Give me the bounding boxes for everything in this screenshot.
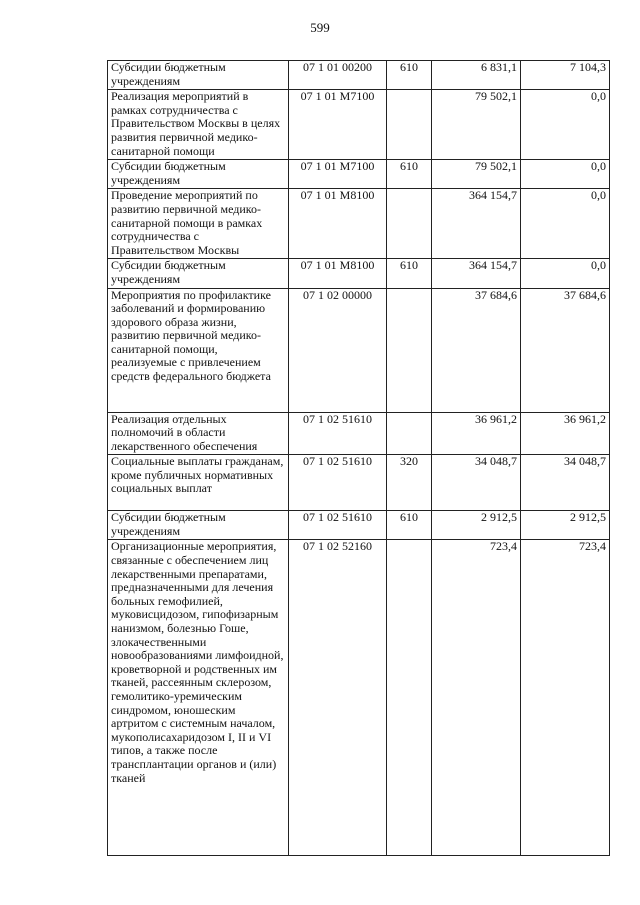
table-row bbox=[108, 90, 610, 160]
row-value-2: 0,0 bbox=[521, 259, 610, 288]
table-row bbox=[108, 455, 610, 511]
row-value-1: 364 154,7 bbox=[432, 259, 521, 288]
row-value-1: 6 831,1 bbox=[432, 61, 521, 90]
row-value-1: 79 502,1 bbox=[432, 160, 521, 189]
row-name: Реализация мероприятий в рамках сотрудничества с Правительством Москвы в целях развития первичной медико-санитарной помощи bbox=[108, 90, 289, 160]
row-expense-type bbox=[387, 90, 432, 160]
row-name: Субсидии бюджетным учреждениям bbox=[108, 259, 289, 288]
row-value-1: 37 684,6 bbox=[432, 288, 521, 412]
table-row bbox=[108, 412, 610, 455]
row-code: 07 1 01 M8100 bbox=[289, 259, 387, 288]
row-value-1: 364 154,7 bbox=[432, 189, 521, 259]
row-expense-type bbox=[387, 412, 432, 455]
row-value-2: 36 961,2 bbox=[521, 412, 610, 455]
row-code: 07 1 02 51610 bbox=[289, 511, 387, 540]
table-row bbox=[108, 540, 610, 856]
row-expense-type bbox=[387, 540, 432, 856]
table-row bbox=[108, 511, 610, 540]
row-value-2: 37 684,6 bbox=[521, 288, 610, 412]
row-value-2: 34 048,7 bbox=[521, 455, 610, 511]
row-name: Социальные выплаты гражданам, кроме публичных нормативных социальных выплат bbox=[108, 455, 289, 511]
row-code: 07 1 01 M8100 bbox=[289, 189, 387, 259]
row-value-2: 0,0 bbox=[521, 90, 610, 160]
row-expense-type bbox=[387, 189, 432, 259]
table-row bbox=[108, 189, 610, 259]
row-code: 07 1 02 51610 bbox=[289, 412, 387, 455]
row-expense-type: 610 bbox=[387, 61, 432, 90]
table-row bbox=[108, 288, 610, 412]
row-value-2: 7 104,3 bbox=[521, 61, 610, 90]
row-name: Субсидии бюджетным учреждениям bbox=[108, 160, 289, 189]
row-value-1: 36 961,2 bbox=[432, 412, 521, 455]
row-value-2: 0,0 bbox=[521, 160, 610, 189]
row-value-2: 0,0 bbox=[521, 189, 610, 259]
table-row bbox=[108, 160, 610, 189]
row-name: Субсидии бюджетным учреждениям bbox=[108, 61, 289, 90]
row-code: 07 1 01 M7100 bbox=[289, 160, 387, 189]
row-name: Субсидии бюджетным учреждениям bbox=[108, 511, 289, 540]
row-code: 07 1 02 00000 bbox=[289, 288, 387, 412]
table-row bbox=[108, 259, 610, 288]
table-row bbox=[108, 61, 610, 90]
row-code: 07 1 01 M7100 bbox=[289, 90, 387, 160]
row-code: 07 1 02 51610 bbox=[289, 455, 387, 511]
row-expense-type: 610 bbox=[387, 511, 432, 540]
row-value-1: 723,4 bbox=[432, 540, 521, 856]
row-code: 07 1 02 52160 bbox=[289, 540, 387, 856]
row-value-1: 79 502,1 bbox=[432, 90, 521, 160]
budget-table bbox=[107, 60, 610, 856]
page-number: 599 bbox=[310, 20, 330, 35]
row-expense-type bbox=[387, 288, 432, 412]
row-value-1: 2 912,5 bbox=[432, 511, 521, 540]
row-value-2: 723,4 bbox=[521, 540, 610, 856]
row-name: Реализация отдельных полномочий в области лекарственного обеспечения bbox=[108, 412, 289, 455]
row-name: Проведение мероприятий по развитию первичной медико-санитарной помощи в рамках сотрудничества с Правительством Москвы bbox=[108, 189, 289, 259]
row-code: 07 1 01 00200 bbox=[289, 61, 387, 90]
row-value-1: 34 048,7 bbox=[432, 455, 521, 511]
row-value-2: 2 912,5 bbox=[521, 511, 610, 540]
row-expense-type: 320 bbox=[387, 455, 432, 511]
row-expense-type: 610 bbox=[387, 160, 432, 189]
row-name: Мероприятия по профилактике заболеваний и формированию здорового образа жизни, развитию первичной медико-санитарной помощи, реализуемые с привлечением средств федерального бюджета bbox=[108, 288, 289, 412]
row-name: Организационные мероприятия, связанные с обеспечением лиц лекарственными препаратами, предназначенными для лечения больных гемофилией, муковисцидозом, гипофизарным нанизмом, болезнью Гоше, злокачественными новообразованиями лимфоидной, кроветворной и родственных им тканей, рассеянным склерозом, гемолитико-уремическим синдромом, юношеским артритом с системным началом, мукополисахаридозом I, II и VI типов, а также после трансплантации органов и (или) тканей bbox=[108, 540, 289, 856]
row-expense-type: 610 bbox=[387, 259, 432, 288]
